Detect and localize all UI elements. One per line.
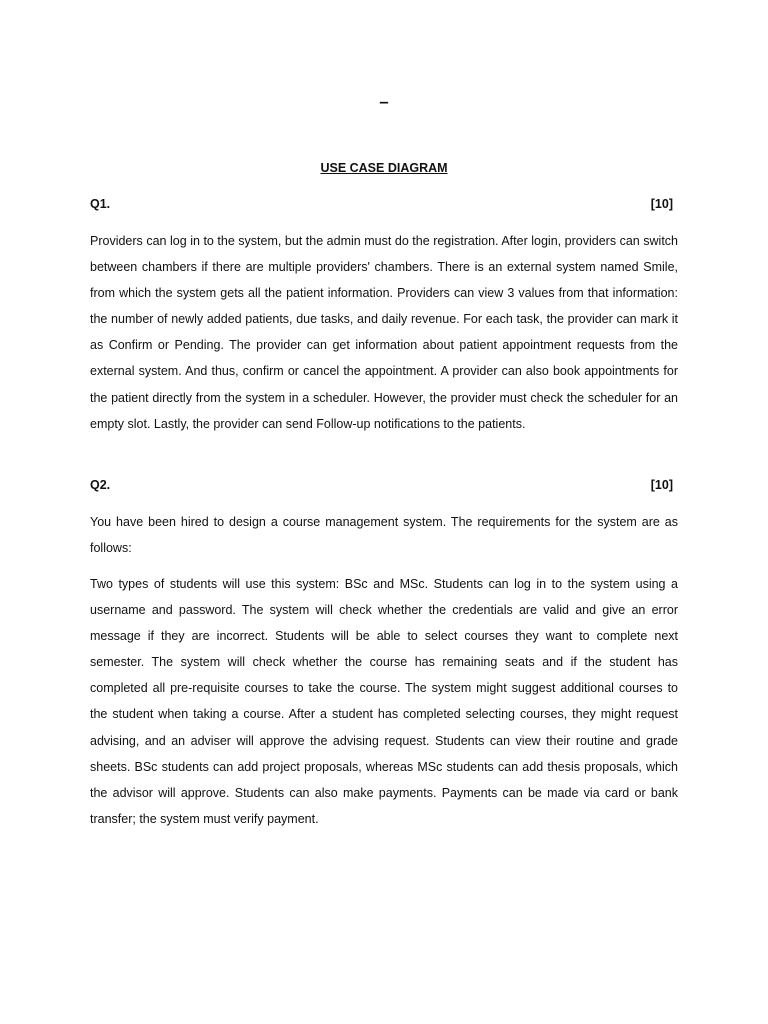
question-2-marks: [10] <box>650 478 673 492</box>
question-2-paragraph-requirements: Two types of students will use this system: BSc and MSc. Students can log in to the system using a username and password. The system will check whether the credentials are valid and give an error message if they are incorrect. Students will be able to select courses they want to complete next semester. The system will check whether the course has remaining seats and if the student has completed all pre-requisite courses to take the course. The system might suggest additional courses to the student when taking a course. After a student has completed selecting courses, they might request advising, and an adviser will approve the advising request. Students can view their routine and grade sheets. BSc students can add project proposals, whereas MSc students can add thesis proposals, which the advisor will approve. Students can also make payments. Payments can be made via card or bank transfer; the system must verify payment. <box>90 577 678 826</box>
header-dash: – <box>379 92 389 111</box>
question-1-header <box>90 195 673 213</box>
question-1-label: Q1. <box>90 197 111 211</box>
question-2-label: Q2. <box>90 478 111 492</box>
question-1-paragraph: Providers can log in to the system, but the admin must do the registration. After login, providers can switch between chambers if there are multiple providers' chambers. There is an external system named Smile, from which the system gets all the patient information. Providers can view 3 values from that information: the number of newly added patients, due tasks, and daily revenue. For each task, the provider can mark it as Confirm or Pending. The provider can get information about patient appointment requests from the external system. And thus, confirm or cancel the appointment. A provider can also book appointments for the patient directly from the system in a scheduler. However, the provider must check the scheduler for an empty slot. Lastly, the provider can send Follow-up notifications to the patients. <box>90 234 678 431</box>
page-title: USE CASE DIAGRAM <box>320 161 448 175</box>
question-1-marks: [10] <box>650 197 673 211</box>
question-2-paragraph-intro: You have been hired to design a course management system. The requirements for the system are as follows: <box>90 515 678 556</box>
question-2-header <box>90 476 673 494</box>
